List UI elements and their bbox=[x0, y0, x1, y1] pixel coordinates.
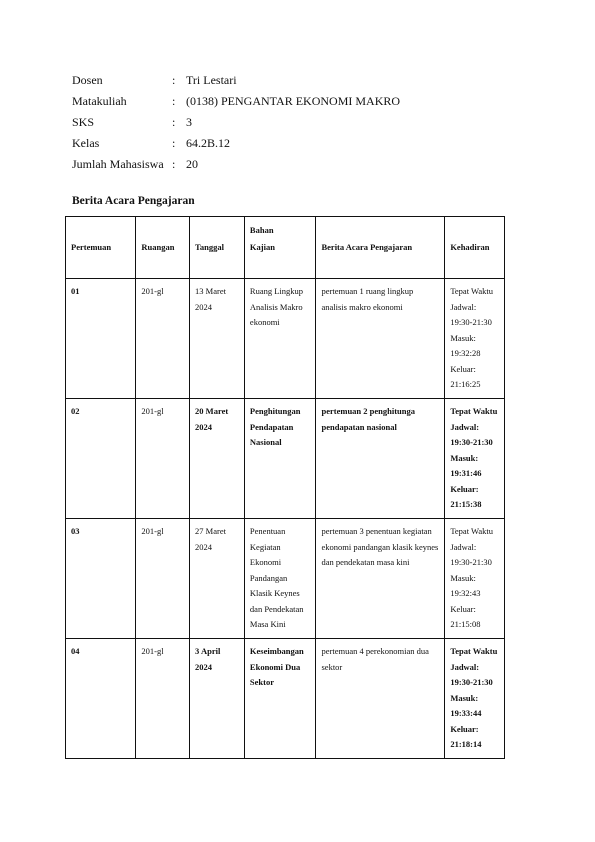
info-label: SKS bbox=[72, 115, 95, 129]
info-label: Jumlah Mahasiswa bbox=[72, 157, 164, 171]
cell-bahan: Keseimbangan Ekonomi Dua Sektor bbox=[244, 639, 316, 759]
kehadiran-keluar-label: Keluar: bbox=[450, 723, 479, 734]
kehadiran-jadwal-value: 19:30-21:30 bbox=[450, 317, 492, 327]
info-row-dosen bbox=[72, 70, 400, 91]
cell-berita: pertemuan 4 perekonomian dua sektor bbox=[316, 639, 445, 759]
cell-tanggal: 13 Maret 2024 bbox=[190, 279, 245, 399]
info-value: Tri Lestari bbox=[186, 73, 237, 87]
info-value: (0138) PENGANTAR EKONOMI MAKRO bbox=[186, 94, 401, 108]
kehadiran-jadwal-label: Jadwal: bbox=[450, 421, 480, 432]
kehadiran-masuk-value: 19:32:28 bbox=[450, 348, 481, 358]
table-row bbox=[66, 519, 505, 639]
info-colon: : bbox=[172, 94, 176, 108]
cell-kehadiran bbox=[445, 399, 505, 519]
header-kehadiran: Kehadiran bbox=[445, 217, 505, 279]
table-row bbox=[66, 639, 505, 759]
cell-kehadiran bbox=[445, 639, 505, 759]
kehadiran-jadwal-label: Jadwal: bbox=[450, 661, 480, 672]
info-label: Dosen bbox=[72, 73, 103, 87]
cell-berita: pertemuan 2 penghitunga pendapatan nasional bbox=[316, 399, 445, 519]
kehadiran-keluar-value: 21:18:14 bbox=[450, 739, 482, 749]
kehadiran-masuk-value: 19:31:46 bbox=[450, 468, 482, 478]
header-berita-acara: Berita Acara Pengajaran bbox=[316, 217, 445, 279]
kehadiran-keluar-label: Keluar: bbox=[450, 483, 479, 494]
info-row-sks bbox=[72, 112, 400, 133]
cell-ruangan: 201-gl bbox=[136, 519, 190, 639]
kehadiran-jadwal-value: 19:30-21:30 bbox=[450, 557, 492, 567]
kehadiran-masuk-label: Masuk: bbox=[450, 452, 479, 463]
header-bahan-line2: Kajian bbox=[249, 242, 275, 252]
header-ruangan: Ruangan bbox=[136, 217, 190, 279]
kehadiran-status: Tepat Waktu bbox=[450, 526, 494, 536]
kehadiran-jadwal-label: Jadwal: bbox=[450, 541, 477, 552]
table-row bbox=[66, 399, 505, 519]
kehadiran-keluar-value: 21:16:25 bbox=[450, 379, 481, 389]
cell-kehadiran bbox=[445, 279, 505, 399]
kehadiran-masuk-label: Masuk: bbox=[450, 692, 479, 703]
cell-pertemuan: 01 bbox=[66, 279, 136, 399]
kehadiran-keluar-value: 21:15:38 bbox=[450, 499, 482, 509]
cell-berita: pertemuan 1 ruang lingkup analisis makro ekonomi bbox=[316, 279, 445, 399]
header-pertemuan: Pertemuan bbox=[66, 217, 136, 279]
cell-bahan: Penghitungan Pendapatan Nasional bbox=[244, 399, 316, 519]
table-row bbox=[66, 279, 505, 399]
info-colon: : bbox=[172, 73, 176, 87]
info-colon: : bbox=[172, 115, 176, 129]
cell-tanggal: 3 April 2024 bbox=[190, 639, 245, 759]
kehadiran-status: Tepat Waktu bbox=[450, 406, 498, 416]
cell-tanggal: 20 Maret 2024 bbox=[190, 399, 245, 519]
kehadiran-keluar-value: 21:15:08 bbox=[450, 619, 481, 629]
info-row-matakuliah bbox=[72, 91, 400, 112]
info-value: 20 bbox=[186, 157, 198, 171]
kehadiran-status: Tepat Waktu bbox=[450, 646, 498, 656]
section-title: Berita Acara Pengajaran bbox=[72, 195, 195, 207]
cell-pertemuan: 03 bbox=[66, 519, 136, 639]
header-tanggal: Tanggal bbox=[190, 217, 245, 279]
course-info bbox=[72, 70, 400, 175]
info-row-jumlah-mahasiswa bbox=[72, 154, 400, 175]
kehadiran-masuk-label: Masuk: bbox=[450, 332, 476, 343]
kehadiran-masuk-label: Masuk: bbox=[450, 572, 476, 583]
kehadiran-jadwal-label: Jadwal: bbox=[450, 301, 477, 312]
info-row-kelas bbox=[72, 133, 400, 154]
kehadiran-jadwal-value: 19:30-21:30 bbox=[450, 437, 493, 447]
kehadiran-status: Tepat Waktu bbox=[450, 286, 494, 296]
teaching-record-table bbox=[65, 216, 505, 759]
cell-ruangan: 201-gl bbox=[136, 399, 190, 519]
info-label: Matakuliah bbox=[72, 94, 127, 108]
info-colon: : bbox=[172, 136, 176, 150]
cell-bahan: Ruang Lingkup Analisis Makro ekonomi bbox=[244, 279, 316, 399]
kehadiran-keluar-label: Keluar: bbox=[450, 603, 476, 614]
header-bahan-kajian bbox=[244, 217, 316, 279]
info-value: 64.2B.12 bbox=[186, 136, 231, 150]
cell-pertemuan: 02 bbox=[66, 399, 136, 519]
cell-pertemuan: 04 bbox=[66, 639, 136, 759]
info-colon: : bbox=[172, 157, 176, 171]
kehadiran-masuk-value: 19:33:44 bbox=[450, 708, 482, 718]
cell-berita: pertemuan 3 penentuan kegiatan ekonomi pandangan klasik keynes dan pendekatan masa kini bbox=[316, 519, 445, 639]
info-value: 3 bbox=[186, 115, 192, 129]
info-label: Kelas bbox=[72, 136, 100, 150]
cell-tanggal: 27 Maret 2024 bbox=[190, 519, 245, 639]
header-bahan-line1: Bahan bbox=[249, 225, 274, 235]
table-header-row bbox=[66, 217, 505, 279]
cell-ruangan: 201-gl bbox=[136, 639, 190, 759]
cell-ruangan: 201-gl bbox=[136, 279, 190, 399]
kehadiran-keluar-label: Keluar: bbox=[450, 363, 476, 374]
cell-bahan: Penentuan Kegiatan Ekonomi Pandangan Klasik Keynes dan Pendekatan Masa Kini bbox=[244, 519, 316, 639]
kehadiran-masuk-value: 19:32:43 bbox=[450, 588, 481, 598]
kehadiran-jadwal-value: 19:30-21:30 bbox=[450, 677, 493, 687]
cell-kehadiran bbox=[445, 519, 505, 639]
